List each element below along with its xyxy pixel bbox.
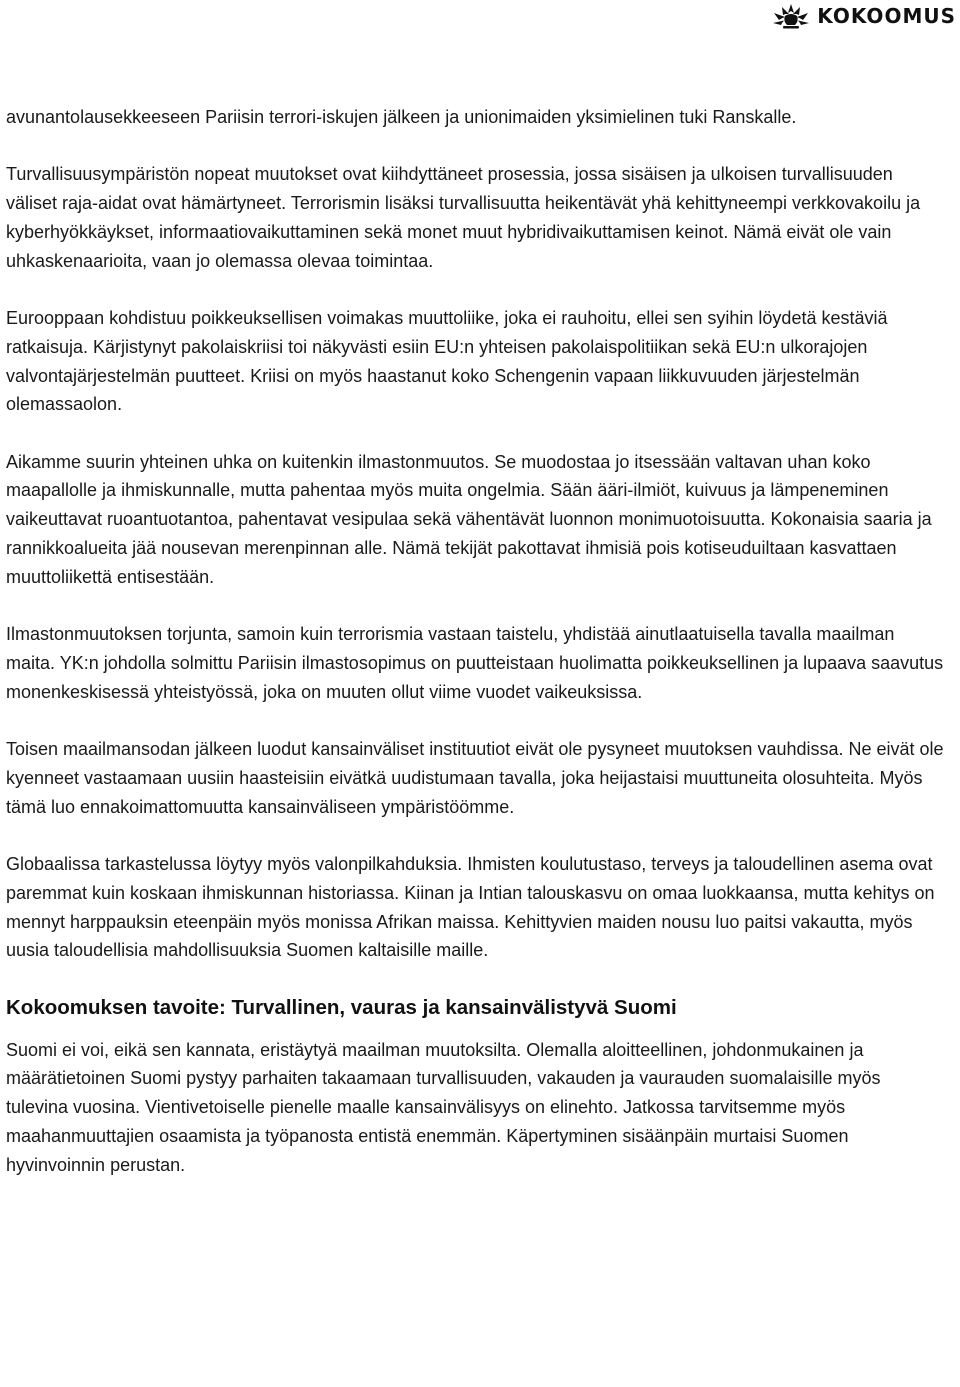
paragraph: Ilmastonmuutoksen torjunta, samoin kuin terrorismia vastaan taistelu, yhdistää ainutlaatuisella tavalla maailman maita. YK:n johdolla solmittu Pariisin ilmastosopimus on puutteistaan huolimatta poikkeuksellinen ja lupaava saavutus monenkeskisessä yhteistyössä, joka on muuten ollut viime vuodet vaikeuksissa. xyxy=(6,624,944,702)
paragraph: Suomi ei voi, eikä sen kannata, eristäytyä maailman muutoksilta. Olemalla aloitteellinen, johdonmukainen ja määrätietoinen Suomi pystyy parhaiten takaamaan turvallisuuden, vakauden ja vaurauden suomalaisille myös tulevina vuosina. Vientivetoiselle pienelle maalle kansainvälisyys on elinehto. Jatkossa tarvitsemme myös maahanmuuttajien osaamista ja työpanosta entistä enemmän. Käpertyminen sisäänpäin murtaisi Suomen hyvinvoinnin perustan. xyxy=(6,1039,881,1175)
paragraph: Eurooppaan kohdistuu poikkeuksellisen voimakas muuttoliike, joka ei rauhoitu, ellei sen syihin löydetä kestäviä ratkaisuja. Kärjistynyt pakolaiskriisi toi näkyvästi esiin EU:n yhteisen pakolaispolitiikan sekä EU:n ulkorajojen valvontajärjestelmän puutteet. Kriisi on myös haastanut koko Schengenin vapaan liikkuvuuden järjestelmän olemassaolon. xyxy=(6,307,888,415)
section-heading: Kokoomuksen tavoite: Turvallinen, vauras ja kansainvälistyvä Suomi xyxy=(6,995,677,1019)
kokoomus-logo xyxy=(771,2,956,30)
paragraph: Globaalissa tarkastelussa löytyy myös valonpilkahduksia. Ihmisten koulutustaso, terveys ja taloudellinen asema ovat paremmat kuin koskaan ihmiskunnan historiassa. Kiinan ja Intian talouskasvu on omaa luokkaansa, mutta kehitys on mennyt harppauksin eteenpäin myös monissa Afrikan maissa. Kehittyvien maiden nousu luo paitsi vakautta, myös uusia taloudellisia mahdollisuuksia Suomen kaltaisille maille. xyxy=(6,853,935,961)
paragraph: Aikamme suurin yhteinen uhka on kuitenkin ilmastonmuutos. Se muodostaa jo itsessään valtavan uhan koko maapallolle ja ihmiskunnalle, mutta pahentaa myös muita ongelmia. Sään ääri-ilmiöt, kuivuus ja lämpeneminen vaikeuttavat ruoantuotantoa, pahentavat vesipulaa sekä vähentävät luonnon monimuotoisuutta. Kokonaisia saaria ja rannikkoalueita jää nousevan merenpinnan alle. Nämä tekijät pakottavat ihmisiä pois kotiseuduiltaan kasvattaen muuttoliikettä entisestään. xyxy=(6,451,932,587)
paragraph: Turvallisuusympäristön nopeat muutokset ovat kiihdyttäneet prosessia, jossa sisäisen ja ulkoisen turvallisuuden väliset raja-aidat ovat hämärtyneet. Terrorismin lisäksi turvallisuutta heikentävät yhä kehittyneempi verkkovakoilu ja kyberhyökkäykset, informaatiovaikuttaminen sekä monet muut hybridivaikuttamisen keinot. Nämä eivät ole vain uhkaskenaarioita, vaan jo olemassa olevaa toimintaa. xyxy=(6,164,921,271)
paragraph: Toisen maailmansodan jälkeen luodut kansainväliset instituutiot eivät ole pysyneet muutoksen vauhdissa. Ne eivät ole kyenneet vastaamaan uusiin haasteisiin eivätkä uudistumaan tavalla, joka heijastaisi muuttuneita olosuhteita. Myös tämä luo ennakoimattomuutta kansainväliseen ympäristöömme. xyxy=(6,739,944,817)
logo-wordmark: KOKOOMUS xyxy=(817,4,956,28)
document-body xyxy=(6,103,946,1208)
kokoomus-flame-icon xyxy=(771,2,811,30)
paragraph: avunantolausekkeeseen Pariisin terrori-iskujen jälkeen ja unionimaiden yksimielinen tuki Ranskalle. xyxy=(6,107,797,127)
